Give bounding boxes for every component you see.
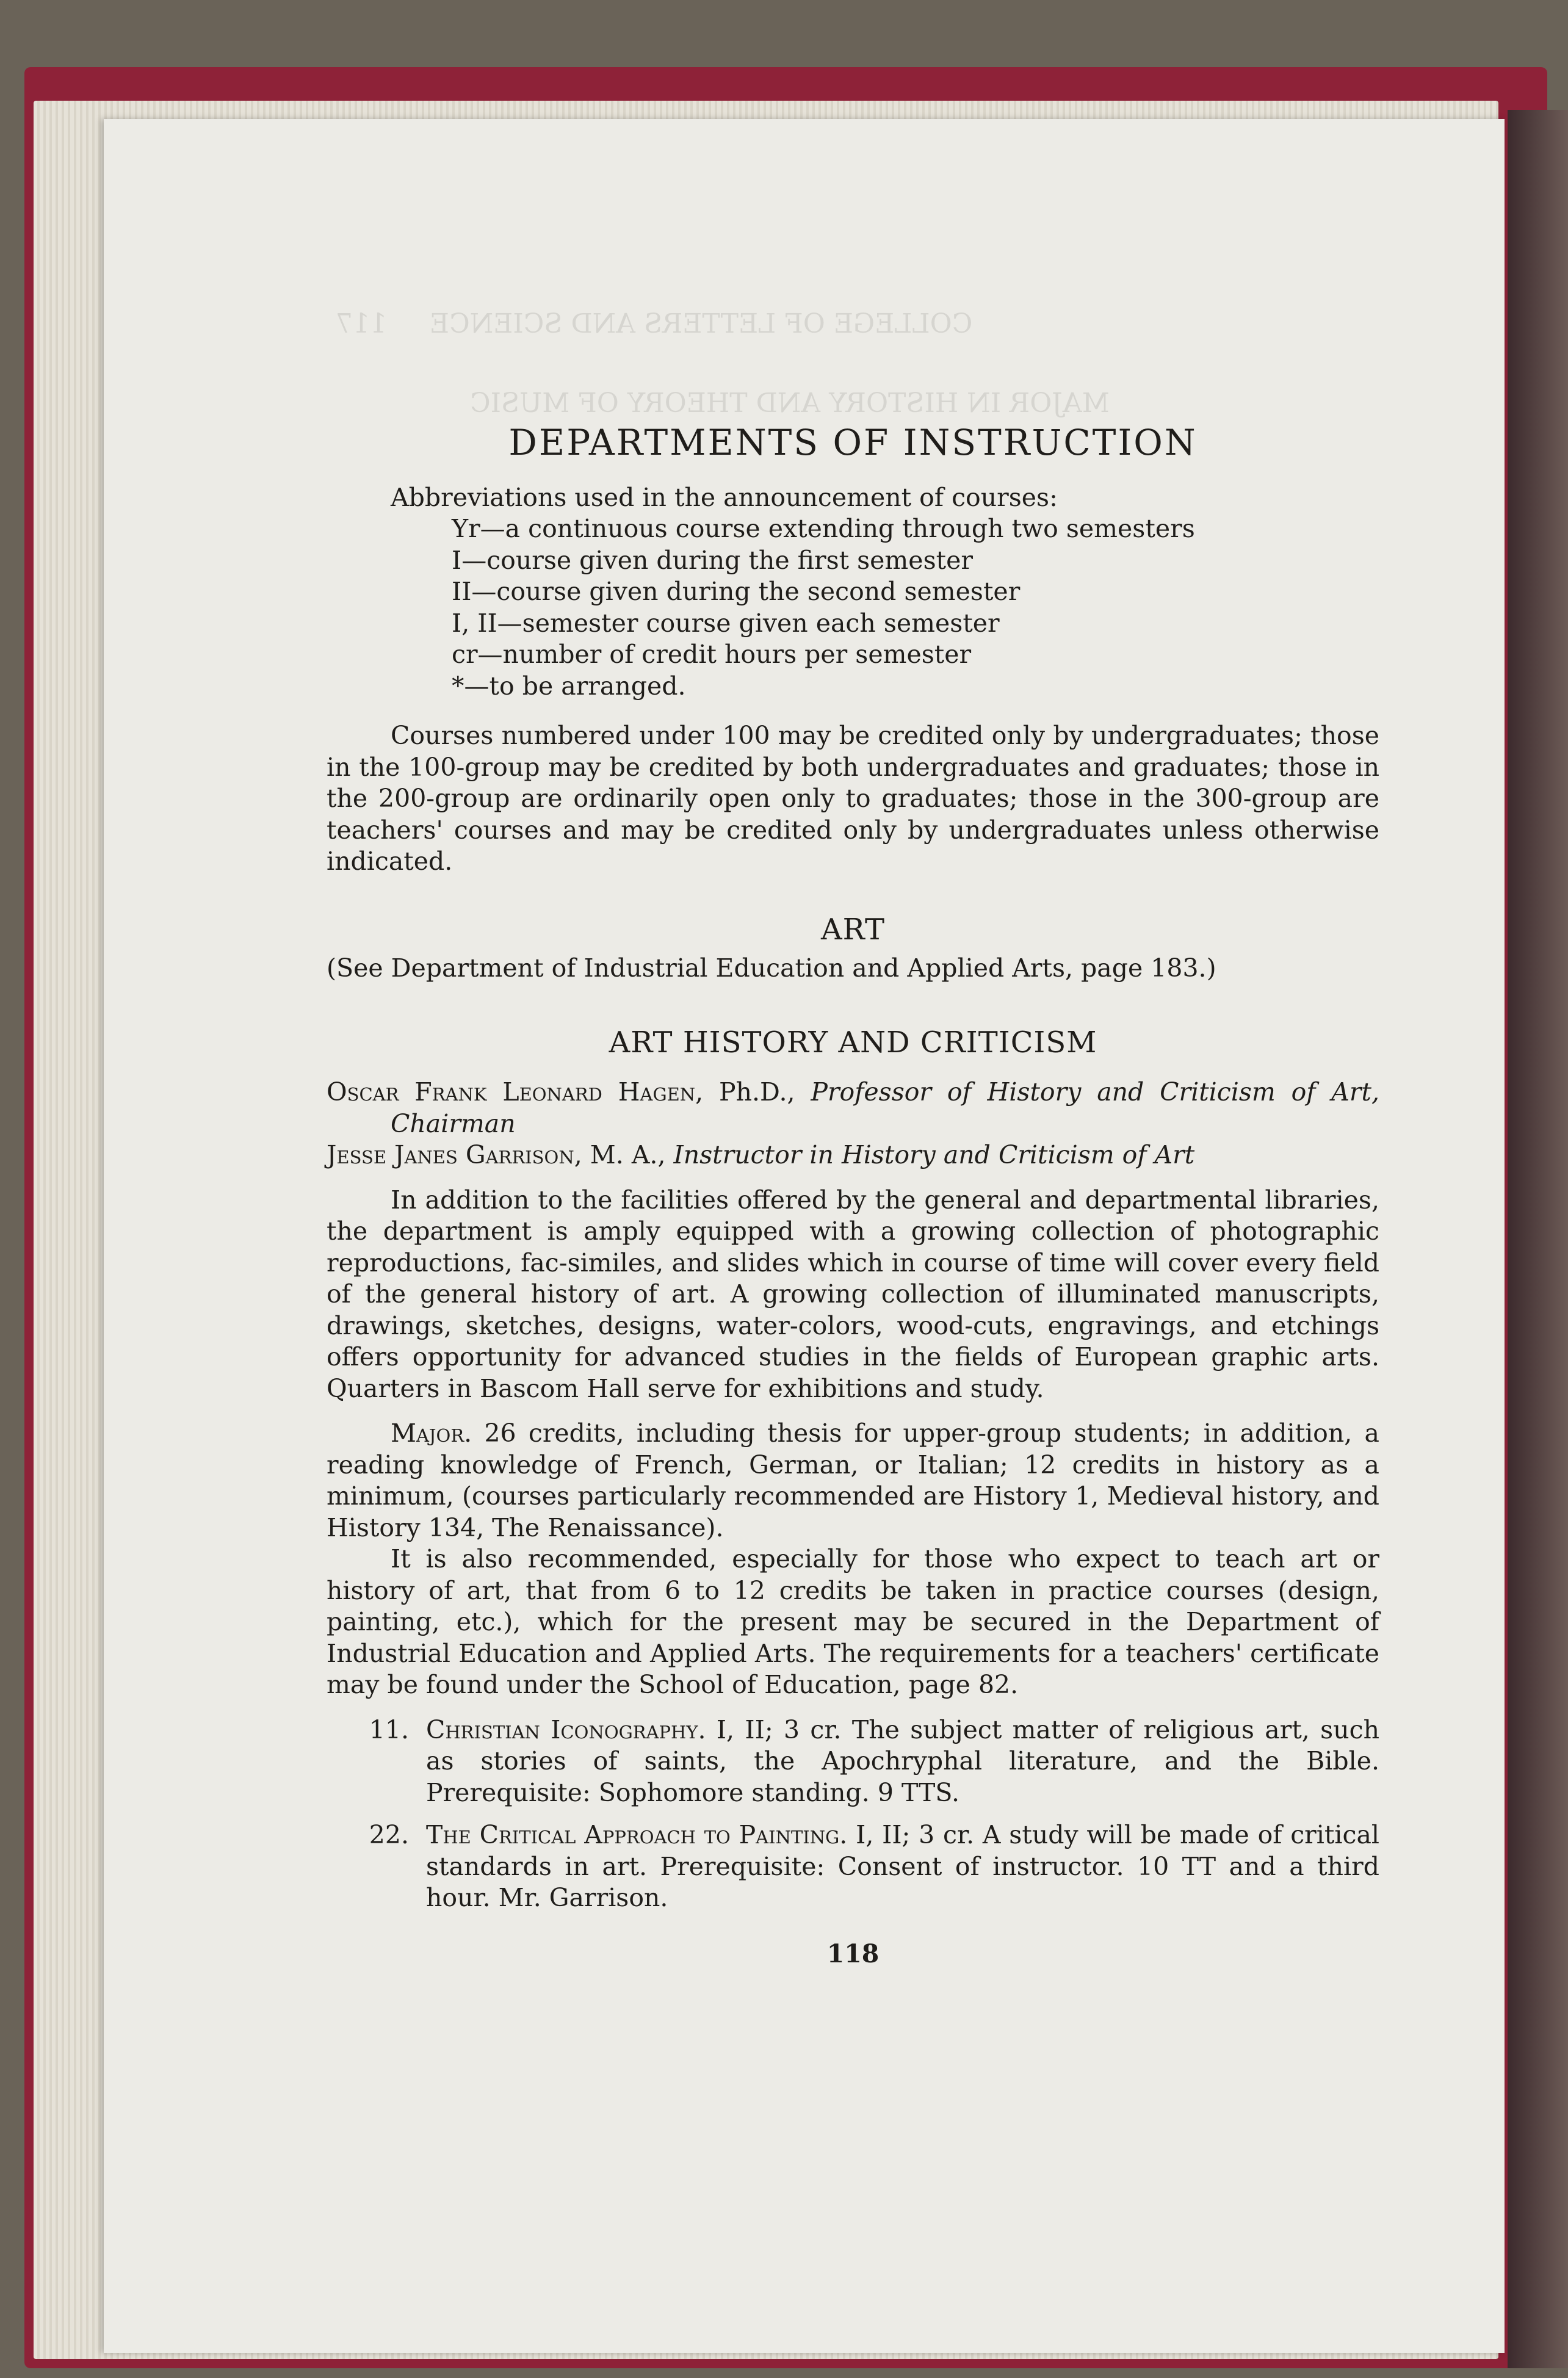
course-number: 11. xyxy=(369,1715,409,1744)
art-history-heading: ART HISTORY AND CRITICISM xyxy=(609,1025,1097,1060)
major-paragraph xyxy=(327,1418,1379,1544)
abbreviation-item: *—to be arranged. xyxy=(452,671,686,701)
abbreviations-intro: Abbreviations used in the announcement of courses: xyxy=(391,482,1058,512)
course-number: 22. xyxy=(369,1820,409,1849)
course-text: I, II; 3 cr. The subject matter of religious art, such as stories of saints, the Apochryphal literature, and the Bible. Prerequisite: Sophomore standing. 9 TTS. xyxy=(426,1715,1379,1807)
course-entry-22 xyxy=(327,1820,1379,1914)
abbreviation-item: I, II—semester course given each semester xyxy=(452,608,1000,638)
abbreviation-item: cr—number of credit hours per semester xyxy=(452,640,972,669)
bleed-through-text: COLLEGE OF LETTERS AND SCIENCE 117 xyxy=(336,308,973,339)
art-heading: ART xyxy=(821,912,885,947)
major-text: 26 credits, including thesis for upper-group students; in addition, a reading knowledge of French, German, or Italian; 12 credits in history as a minimum, (courses particularly recommended are History 1, Medieval history, and History 134, The Renaissance). xyxy=(327,1418,1379,1542)
abbreviations-list xyxy=(327,513,1379,702)
page-number: 118 xyxy=(826,1939,880,1968)
right-page-edge xyxy=(1508,110,1568,2368)
abbreviation-item: II—course given during the second semester xyxy=(452,577,1021,606)
faculty-name: Oscar Frank Leonard Hagen xyxy=(327,1077,696,1107)
recommendation-paragraph: It is also recommended, especially for those who expect to teach art or history of art, that from 6 to 12 credits be taken in practice courses (design, painting, etc.), which for the present may be secured in the Department of Industrial Education and Applied Arts. The requirements for a teachers' certificate may be found under the School of Education, page 82. xyxy=(327,1544,1379,1699)
page-content xyxy=(327,422,1379,1970)
art-note: (See Department of Industrial Education and Applied Arts, page 183.) xyxy=(327,953,1216,983)
facilities-paragraph: In addition to the facilities offered by the general and departmental libraries, the department is amply equipped with a growing collection of photographic reproductions, fac-similes, and slides which in course of time will cover every field of the general history of art. A growing collection of illuminated manuscripts, drawings, sketches, designs, water-colors, wood-cuts, engravings, and etchings offers opportunity for advanced studies in the fields of European graphic arts. Quarters in Bascom Hall serve for exhibitions and study. xyxy=(327,1185,1379,1403)
faculty-degree: , Ph.D., xyxy=(695,1077,811,1107)
bleed-through-text-2: MAJOR IN HISTORY AND THEORY OF MUSIC xyxy=(470,388,1110,419)
course-name: The Critical Approach to Painting. xyxy=(426,1820,848,1849)
faculty-title: Professor of History and Criticism of Art, Chairman xyxy=(391,1077,1379,1138)
faculty-degree: , M. A., xyxy=(574,1140,674,1169)
abbreviation-item: Yr—a continuous course extending through two semesters xyxy=(452,514,1195,543)
course-description xyxy=(426,1820,1379,1914)
faculty-title: Instructor in History and Criticism of Art xyxy=(673,1140,1195,1169)
faculty-entry-hagen xyxy=(327,1077,1379,1140)
major-label: Major. xyxy=(391,1418,472,1448)
course-name: Christian Iconography. xyxy=(426,1715,706,1744)
page-title: DEPARTMENTS OF INSTRUCTION xyxy=(508,422,1198,463)
course-entry-11 xyxy=(327,1715,1379,1809)
abbreviation-item: I—course given during the first semester xyxy=(452,545,973,575)
course-text: I, II; 3 cr. A study will be made of critical standards in art. Prerequisite: Consent of instructor. 10 TT and a third hour. Mr. Garrison. xyxy=(426,1820,1379,1912)
numbering-note: Courses numbered under 100 may be credited only by undergraduates; those in the 100-group may be credited by both undergraduates and graduates; those in the 200-group are ordinarily open only to graduates; those in the 300-group are teachers' courses and may be credited only by undergraduates unless otherwise indicated. xyxy=(327,721,1379,876)
course-description xyxy=(426,1715,1379,1809)
faculty-name: Jesse Janes Garrison xyxy=(327,1140,574,1169)
faculty-entry-garrison xyxy=(327,1140,1379,1171)
